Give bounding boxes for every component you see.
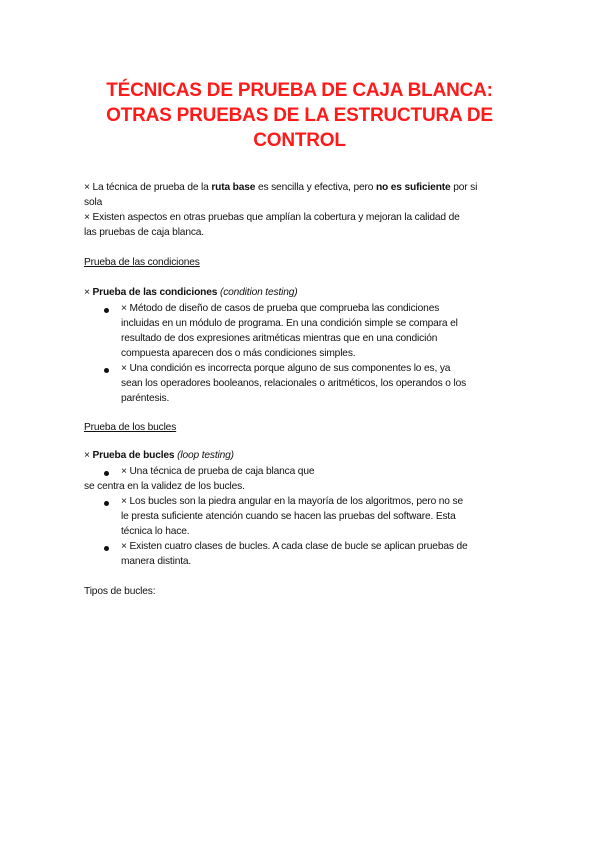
list-item-line: resultado de dos expresiones aritméticas mientras que en una condición [121, 333, 438, 344]
list-item [121, 361, 521, 406]
list-item-line: sean los operadores booleanos, relacionales o aritméticos, los operandos o los [121, 378, 467, 389]
list-item-line: × Una condición es incorrecta porque alguno de sus componentes lo es, ya [121, 363, 451, 374]
document-title [80, 78, 519, 153]
list-item-continuation: se centra en la validez de los bucles. [84, 481, 245, 492]
bullet-icon [104, 546, 109, 551]
intro-bold-ruta-base: ruta base [211, 182, 256, 193]
intro-text: por si [450, 182, 478, 193]
bullet-icon [104, 471, 109, 476]
intro-paragraph-2: × Existen aspectos en otras pruebas que amplían la cobertura y mejoran la calidad de [84, 212, 460, 223]
title-line-3: CONTROL [253, 130, 346, 151]
lead-mark: × [84, 287, 93, 298]
intro-paragraph-1 [84, 180, 477, 195]
list-item-line: incluidas en un módulo de programa. En una condición simple se compara el [121, 318, 458, 329]
bullet-icon [104, 368, 109, 373]
intro-bold-no-suficiente: no es suficiente [375, 182, 451, 193]
lead-italic: (condition testing) [217, 287, 298, 298]
intro-text: es sencilla y efectiva, pero [255, 182, 376, 193]
section-heading-bucles: Prueba de los bucles [84, 422, 177, 433]
list-item [121, 464, 521, 479]
title-line-1: TÉCNICAS DE PRUEBA DE CAJA BLANCA: [106, 80, 493, 101]
list-item-line: le presta suficiente atención cuando se hacen las pruebas del software. Esta [121, 511, 456, 522]
list-item-line: × Método de diseño de casos de prueba que comprueba las condiciones [121, 303, 440, 314]
intro-text: × La técnica de prueba de la [84, 182, 212, 193]
list-item-line: × Una técnica de prueba de caja blanca que [121, 466, 315, 477]
intro-paragraph-1-cont: sola [84, 197, 103, 208]
bullet-icon [104, 308, 109, 313]
list-item-line: técnica lo hace. [121, 526, 190, 537]
list-item [121, 494, 521, 539]
tipos-de-bucles-label: Tipos de bucles: [84, 586, 156, 597]
lead-bold: Prueba de las condiciones [92, 287, 218, 298]
bullet-icon [104, 501, 109, 506]
list-item-line: manera distinta. [121, 556, 192, 567]
title-line-2: OTRAS PRUEBAS DE LA ESTRUCTURA DE [106, 105, 493, 126]
list-item [121, 539, 521, 569]
list-item-line: compuesta aparecen dos o más condiciones simples. [121, 348, 356, 359]
lead-bold: Prueba de bucles [92, 450, 175, 461]
section-heading-condiciones: Prueba de las condiciones [84, 257, 200, 268]
intro-paragraph-2-cont: las pruebas de caja blanca. [84, 227, 204, 238]
section-2-lead [84, 448, 234, 463]
lead-italic: (loop testing) [174, 450, 234, 461]
list-item-line: × Los bucles son la piedra angular en la mayoría de los algoritmos, pero no se [121, 496, 463, 507]
lead-mark: × [84, 450, 93, 461]
list-item-line: paréntesis. [121, 393, 170, 404]
section-1-lead [84, 285, 298, 300]
list-item [121, 301, 521, 361]
list-item-line: × Existen cuatro clases de bucles. A cada clase de bucle se aplican pruebas de [121, 541, 468, 552]
